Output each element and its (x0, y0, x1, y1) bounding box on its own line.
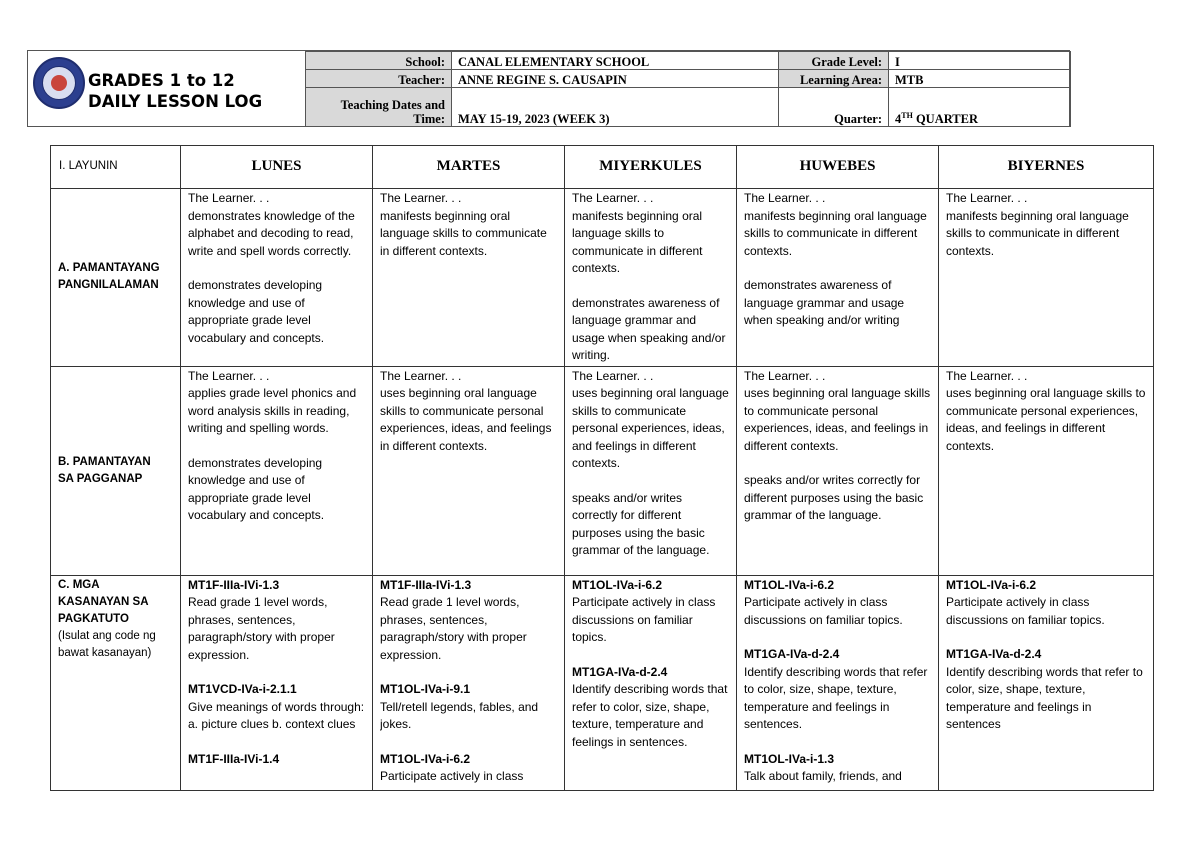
area-label: Learning Area: (779, 70, 889, 88)
competency-code: MT1OL-IVa-i-6.2 (380, 751, 471, 766)
dates-label-line-1: Teaching Dates and (340, 98, 445, 112)
row-b-martes (373, 366, 565, 575)
competency-text: Give meanings of words through: a. picture clues b. context clues (188, 699, 365, 731)
competency-text: Identify describing words that refer to color, size, shape, texture, temperature and feelings in sentences. (572, 682, 728, 749)
cell-text: The Learner. . . (188, 191, 270, 205)
cell-text: The Learner. . . (188, 368, 270, 383)
teacher-value: ANNE REGINE S. CAUSAPIN (452, 70, 779, 88)
cell-text: The Learner. . . (744, 191, 826, 205)
info-table (305, 51, 1071, 127)
title-line-1: GRADES 1 to 12 (88, 71, 235, 90)
row-a-label-line-2: PANGNILALAMAN (58, 279, 159, 292)
cell-text: The Learner. . . (572, 191, 654, 205)
area-value: MTB (889, 70, 1071, 88)
cell-text: uses beginning oral language skills to communicate personal experiences, ideas, and feelings in different contexts. (380, 386, 552, 453)
row-a-biyernes (939, 189, 1154, 367)
row-pamantayan-sa-pagganap (51, 366, 1154, 575)
cell-text: applies grade level phonics and word analysis skills in reading, writing and spelling words. (188, 386, 357, 435)
competency-text: Talk about family, friends, and (744, 769, 902, 783)
competency-text: Participate actively in class discussions on familiar topics. (572, 595, 716, 644)
cell-text: manifests beginning oral language skills to communicate in different contexts. (572, 208, 703, 275)
row-a-label-line-1: A. PAMANTAYANG (58, 262, 160, 275)
cell-text: demonstrates knowledge of the alphabet and decoding to read, write and spell words correctly. (188, 208, 355, 258)
grade-label: Grade Level: (779, 52, 889, 70)
lesson-log-table (50, 145, 1154, 791)
competency-code: MT1OL-IVa-i-6.2 (572, 577, 663, 592)
quarter-number: 4 (895, 112, 902, 126)
row-a-miyerkules (565, 189, 737, 367)
row-c-miyerkules (565, 575, 737, 790)
competency-text: Participate actively in class discussions on familiar topics. (744, 595, 903, 627)
row-c-label-note: (Isulat ang code ng bawat kasanayan) (58, 629, 156, 659)
row-c-huwebes (737, 575, 939, 790)
dates-label (306, 88, 452, 127)
competency-code: MT1F-IIIa-IVi-1.3 (380, 577, 472, 592)
competency-text: Identify describing words that refer to color, size, shape, texture, temperature and feelings in sentences. (744, 664, 928, 731)
cell-text: The Learner. . . (946, 191, 1028, 205)
competency-code: MT1OL-IVa-i-6.2 (744, 577, 835, 592)
cell-text: speaks and/or writes correctly for different purposes using the basic grammar of the language. (744, 473, 924, 522)
cell-text: The Learner. . . (572, 368, 654, 383)
competency-code: MT1OL-IVa-i-6.2 (946, 577, 1037, 592)
layunin-header: I. LAYUNIN (51, 146, 181, 189)
school-label: School: (306, 52, 452, 70)
grade-value: I (889, 52, 1071, 70)
seal-ring (42, 66, 76, 100)
cell-text: demonstrates developing knowledge and use of appropriate grade level vocabulary and concepts. (188, 278, 325, 345)
cell-text: The Learner. . . (946, 368, 1028, 383)
row-c-label (51, 575, 181, 790)
row-b-lunes (181, 366, 373, 575)
row-pamantayang-pangnilalaman (51, 189, 1154, 367)
seal-center (51, 75, 67, 91)
row-a-huwebes (737, 189, 939, 367)
day-header-huwebes: HUWEBES (737, 146, 939, 189)
competency-code: MT1OL-IVa-i-1.3 (744, 751, 835, 766)
competency-text: Read grade 1 level words, phrases, sentences, paragraph/story with proper expression. (380, 595, 527, 662)
teacher-label: Teacher: (306, 70, 452, 88)
cell-text: uses beginning oral language skills to communicate personal experiences, ideas, and feelings in different contexts. (744, 386, 931, 453)
deped-seal-logo (33, 57, 85, 109)
cell-text: uses beginning oral language skills to communicate personal experiences, ideas, and feelings in different contexts. (572, 386, 729, 470)
competency-text: Identify describing words that refer to color, size, shape, texture, temperature and feelings in sentences (946, 664, 1143, 731)
quarter-value (889, 88, 1071, 127)
day-header-row (51, 146, 1154, 189)
cell-text: manifests beginning oral language skills to communicate in different contexts. (744, 208, 927, 258)
row-a-label (51, 189, 181, 367)
competency-code: MT1GA-IVa-d-2.4 (572, 664, 668, 679)
cell-text: demonstrates developing knowledge and use of appropriate grade level vocabulary and concepts. (188, 455, 325, 522)
row-c-label-line-1: C. MGA (58, 578, 100, 591)
row-a-lunes (181, 189, 373, 367)
row-c-biyernes (939, 575, 1154, 790)
competency-text: Tell/retell legends, fables, and jokes. (380, 699, 539, 731)
cell-text: speaks and/or writes correctly for different purposes using the basic grammar of the language. (572, 490, 710, 557)
row-b-miyerkules (565, 366, 737, 575)
document-title (88, 70, 298, 112)
row-b-label-line-1: B. PAMANTAYAN (58, 455, 151, 468)
row-c-label-line-2: KASANAYAN SA (58, 595, 149, 608)
row-b-biyernes (939, 366, 1154, 575)
title-line-2: DAILY LESSON LOG (88, 92, 263, 111)
cell-text: demonstrates awareness of language grammar and usage when speaking and/or writing. (572, 295, 726, 362)
row-mga-kasanayan (51, 575, 1154, 790)
competency-code: MT1GA-IVa-d-2.4 (946, 647, 1042, 661)
competency-code: MT1OL-IVa-i-9.1 (380, 682, 471, 696)
school-value: CANAL ELEMENTARY SCHOOL (452, 52, 779, 70)
day-header-martes: MARTES (373, 146, 565, 189)
row-c-martes (373, 575, 565, 790)
competency-code: MT1GA-IVa-d-2.4 (744, 647, 840, 661)
cell-text: demonstrates awareness of language grammar and usage when speaking and/or writing (744, 278, 905, 327)
competency-text: Read grade 1 level words, phrases, sentences, paragraph/story with proper expression. (188, 595, 335, 662)
cell-text: The Learner. . . (380, 368, 462, 383)
row-b-label-line-2: SA PAGGANAP (58, 472, 143, 485)
cell-text: The Learner. . . (380, 191, 462, 205)
competency-text: Participate actively in class (380, 769, 524, 783)
row-b-label (51, 366, 181, 575)
row-a-martes (373, 189, 565, 367)
quarter-text: QUARTER (912, 112, 979, 126)
dates-value: MAY 15-19, 2023 (WEEK 3) (452, 88, 779, 127)
row-c-lunes (181, 575, 373, 790)
competency-code: MT1F-IIIa-IVi-1.4 (188, 751, 280, 766)
day-header-lunes: LUNES (181, 146, 373, 189)
cell-text: manifests beginning oral language skills to communicate in different contexts. (946, 208, 1129, 258)
competency-code: MT1F-IIIa-IVi-1.3 (188, 577, 280, 592)
competency-code: MT1VCD-IVa-i-2.1.1 (188, 682, 297, 696)
quarter-label: Quarter: (779, 88, 889, 127)
dates-label-line-2: Time: (413, 112, 445, 126)
quarter-suffix: TH (901, 110, 913, 120)
cell-text: uses beginning oral language skills to communicate personal experiences, ideas, and feelings in different contexts. (946, 386, 1146, 453)
day-header-miyerkules: MIYERKULES (565, 146, 737, 189)
row-b-huwebes (737, 366, 939, 575)
cell-text: manifests beginning oral language skills to communicate in different contexts. (380, 208, 547, 258)
competency-text: Participate actively in class discussions on familiar topics. (946, 595, 1105, 627)
row-c-label-line-3: PAGKATUTO (58, 612, 129, 625)
day-header-biyernes: BIYERNES (939, 146, 1154, 189)
cell-text: The Learner. . . (744, 368, 826, 383)
